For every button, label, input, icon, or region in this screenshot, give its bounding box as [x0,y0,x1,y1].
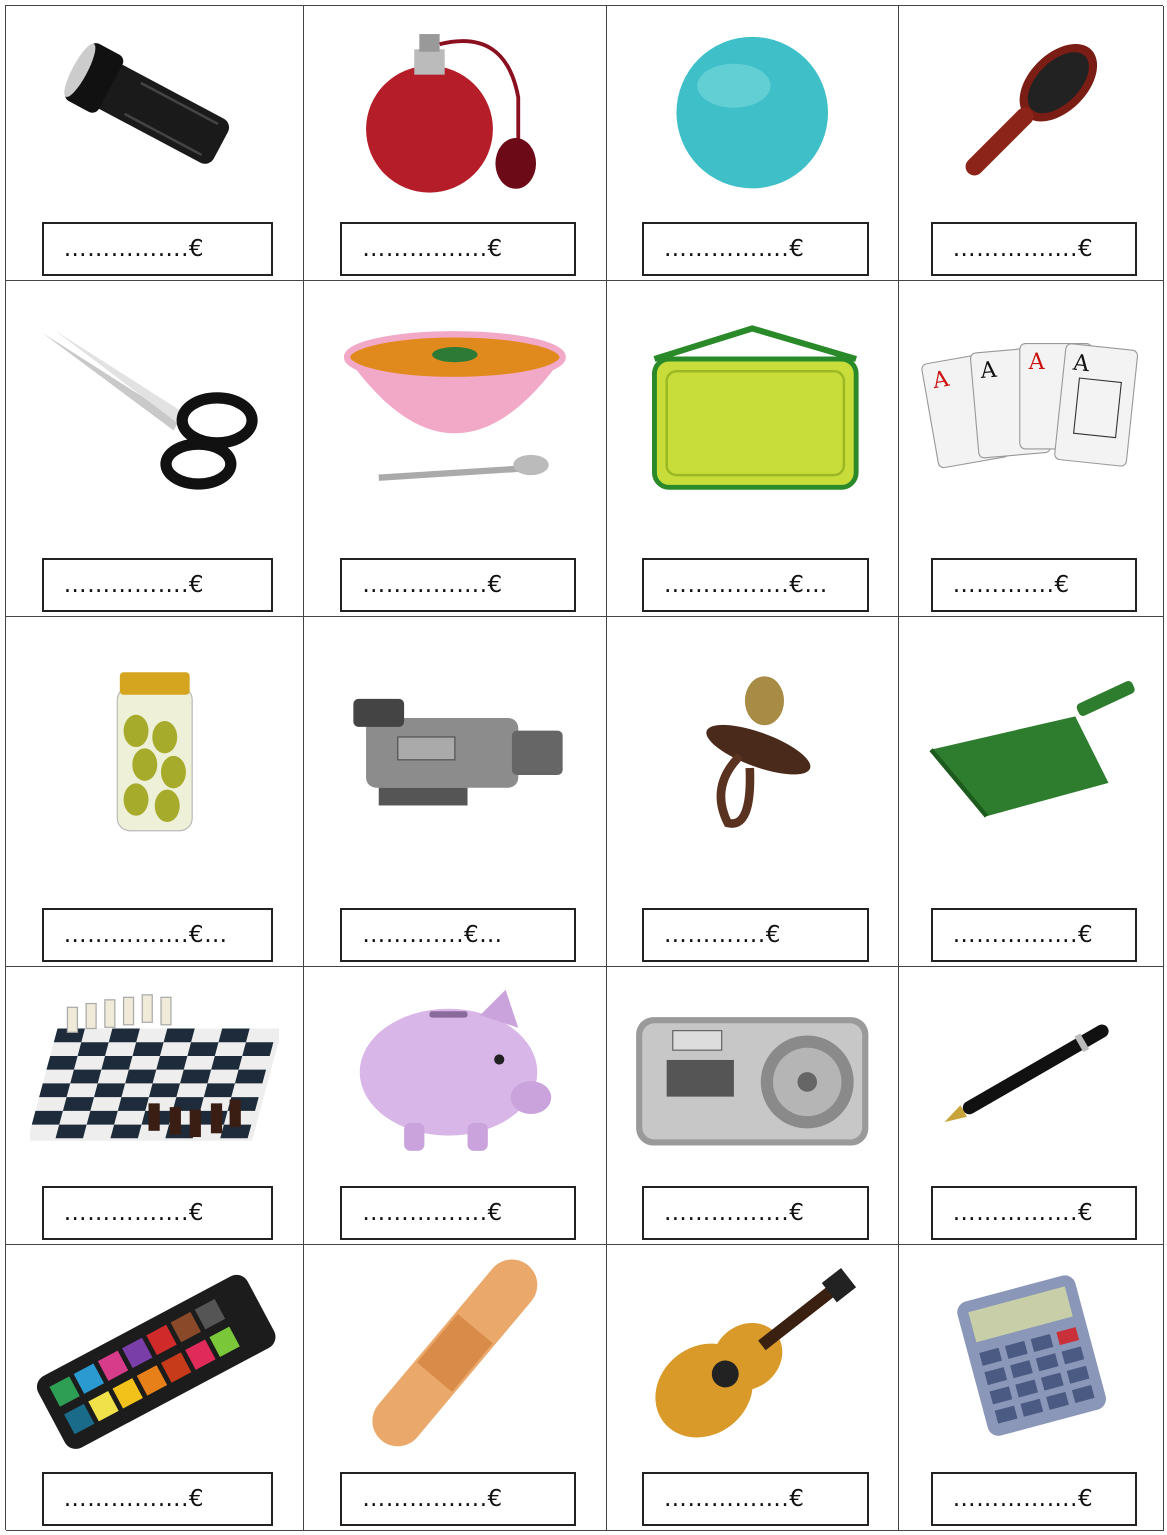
item-card-pacifier [607,617,899,967]
svg-text:A: A [1071,350,1091,378]
price-field[interactable]: ………….€… [340,908,576,962]
item-card-cards [899,281,1164,617]
price-field[interactable]: …………….€ [642,1186,869,1240]
price-field[interactable]: …………….€ [340,1472,576,1526]
olive-jar-icon [30,631,280,868]
svg-text:A: A [930,366,952,395]
svg-text:A: A [979,357,998,385]
price-field[interactable]: …………….€ [42,1472,274,1526]
item-card-flashlight [6,6,304,281]
item-card-paints [6,1245,304,1531]
price-field[interactable]: …………….€ [42,1186,274,1240]
item-card-scissors [6,281,304,617]
price-field[interactable]: …………….€ [931,908,1137,962]
svg-text:A: A [1028,349,1045,376]
item-card-olives [6,617,304,967]
price-field[interactable]: …………….€ [42,222,274,276]
price-field[interactable]: …………….€ [340,222,576,276]
item-card-radio [607,967,899,1245]
radio-cassette-icon [630,978,874,1166]
guitar-icon [630,1256,874,1450]
price-field[interactable]: …………….€ [931,1186,1137,1240]
price-field[interactable]: …………….€ [340,1186,576,1240]
item-card-chess [6,967,304,1245]
item-card-pen [899,967,1164,1245]
item-card-soup [304,281,607,617]
bag-icon [630,294,874,522]
fountain-pen-icon [920,978,1142,1166]
price-field[interactable]: ………….€ [931,558,1137,612]
item-card-camcorder [304,617,607,967]
item-card-bandage [304,1245,607,1531]
calculator-icon [920,1256,1142,1450]
price-field[interactable]: …………….€… [42,908,274,962]
playing-cards-icon [920,294,1142,522]
hairbrush-icon [920,17,1142,203]
camcorder-icon [328,631,582,868]
price-field[interactable]: …………….€ [931,1472,1137,1526]
item-card-perfume [304,6,607,281]
price-field[interactable]: …………….€ [642,222,869,276]
price-field[interactable]: …………….€ [642,1472,869,1526]
price-field[interactable]: ………….€ [642,908,869,962]
price-field[interactable]: …………….€ [340,558,576,612]
price-worksheet-grid [5,5,1163,1530]
flashlight-icon [30,17,280,203]
scissors-icon [30,294,280,522]
item-card-piggy-bank [304,967,607,1245]
piggy-bank-icon [328,978,582,1166]
watercolor-palette-icon [30,1256,280,1450]
bandage-icon [328,1256,582,1450]
pacifier-icon [630,631,874,868]
perfume-bottle-icon [328,17,582,203]
ball-icon [630,17,874,203]
price-field[interactable]: …………….€ [931,222,1137,276]
item-card-ball [607,6,899,281]
item-card-hairbrush [899,6,1164,281]
item-card-dustpan [899,617,1164,967]
chessboard-icon [30,978,280,1166]
soup-bowl-icon [328,294,582,522]
item-card-bag [607,281,899,617]
price-field[interactable]: …………….€… [642,558,869,612]
price-field[interactable]: …………….€ [42,558,274,612]
item-card-guitar [607,1245,899,1531]
item-card-calculator [899,1245,1164,1531]
dustpan-icon [920,631,1142,868]
